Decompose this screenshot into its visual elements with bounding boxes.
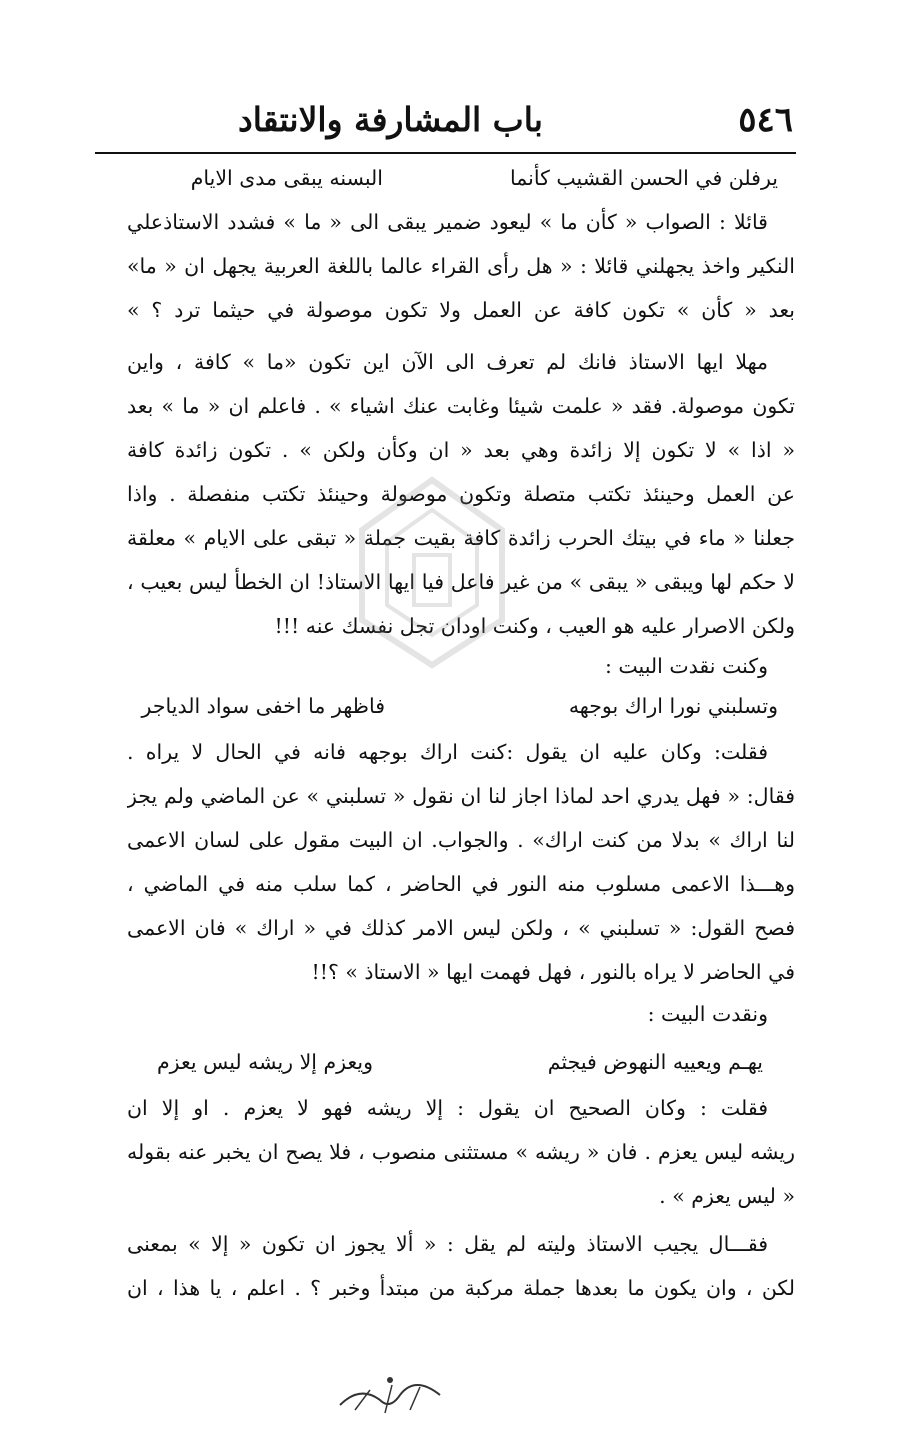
text-line: فقال: « فهل يدري احد لماذا اجاز لنا ان نقول « تسلبني » عن الماضي ولم يجز	[127, 784, 795, 808]
text-line: ونقدت البيت :	[647, 1002, 768, 1026]
text-line: ولكن الاصرار عليه هو العيب ، وكنت اودان تجل نفسك عنه !!!	[274, 614, 795, 638]
text-line: وهـــذا الاعمى مسلوب منه النور في الحاضر ، كما سلب منه في الماضي ،	[127, 872, 795, 896]
text-line: النكير واخذ يجهلني قائلا : « هل رأى القراء عالما باللغة العربية يجهل ان « ما»	[127, 254, 795, 278]
text-line: مهلا ايها الاستاذ فانك لم تعرف الى الآن اين تكون «ما » كافة ، واين	[127, 350, 768, 374]
text-line: « ليس يعزم » .	[659, 1184, 795, 1208]
text-line: تكون موصولة. فقد « علمت شيئا وغابت عنك اشياء » . فاعلم ان « ما » بعد	[127, 394, 795, 418]
verse-1-first-hemistich: يرفلن في الحسن القشيب كأنما	[510, 166, 778, 190]
page-header	[95, 92, 793, 152]
verse-2-second-hemistich: فاظهر ما اخفى سواد الدياجر	[141, 694, 385, 718]
verse-3-first-hemistich: يهـم ويعييه النهوض فيجثم	[547, 1050, 763, 1074]
text-line: لكن ، وان يكون ما بعدها جملة مركبة من مبتدأ وخبر ؟ . اعلم ، يا هذا ، ان	[127, 1276, 795, 1300]
library-stamp-watermark	[352, 470, 512, 670]
verse-2-first-hemistich: وتسلبني نورا اراك بوجهه	[568, 694, 778, 718]
text-line: لنا اراك » بدلا من كنت اراك» . والجواب. ان البيت مقول على لسان الاعمى	[127, 828, 795, 852]
text-line: فقـــال يجيب الاستاذ وليته لم يقل : « ألا يجوز ان تكون « إلا » بمعنى	[127, 1232, 768, 1256]
text-line: فقلت: وكان عليه ان يقول :كنت اراك بوجهه فانه في الحال لا يراه .	[127, 740, 768, 764]
header-rule	[95, 152, 796, 154]
text-line: ريشه ليس يعزم . فان « ريشه » مستثنى منصوب ، فلا يصح ان يخبر عنه بقوله	[127, 1140, 795, 1164]
text-line: قائلا : الصواب « كأن ما » ليعود ضمير يبقى الى « ما » فشدد الاستاذعلي	[127, 210, 768, 234]
running-title: باب المشارفة والانتقاد	[238, 100, 543, 139]
text-line: جعلنا « ماء في بيتك الحرب زائدة كافة بقيت جملة « تبقى على الايام » معلقة	[127, 526, 795, 550]
ornament-icon	[330, 1365, 450, 1425]
text-line: عن العمل وحينئذ تكتب متصلة وتكون موصولة وحينئذ تكتب منفصلة . واذا	[127, 482, 795, 506]
page-number: ٥٤٦	[738, 100, 793, 140]
text-line: فقلت : وكان الصحيح ان يقول : إلا ريشه فهو لا يعزم . او إلا ان	[127, 1096, 768, 1120]
verse-1-second-hemistich: البسنه يبقى مدى الايام	[190, 166, 383, 190]
text-line: وكنت نقدت البيت :	[604, 654, 768, 678]
text-line: لا حكم لها ويبقى « يبقى » من غير فاعل فيا ايها الاستاذ! ان الخطأ ليس بعيب ،	[127, 570, 795, 594]
text-line: فصح القول: « تسلبني » ، ولكن ليس الامر كذلك في « اراك » فان الاعمى	[127, 916, 795, 940]
text-line: « اذا » لا تكون إلا زائدة وهي بعد « ان وكأن ولكن » . تكون زائدة كافة	[127, 438, 795, 462]
text-line: في الحاضر لا يراه بالنور ، فهل فهمت ايها « الاستاذ » ؟!!	[311, 960, 795, 984]
text-line: بعد « كأن » تكون كافة عن العمل ولا تكون موصولة في حيثما ترد ؟ »	[127, 298, 795, 322]
verse-3-second-hemistich: ويعزم إلا ريشه ليس يعزم	[156, 1050, 373, 1074]
